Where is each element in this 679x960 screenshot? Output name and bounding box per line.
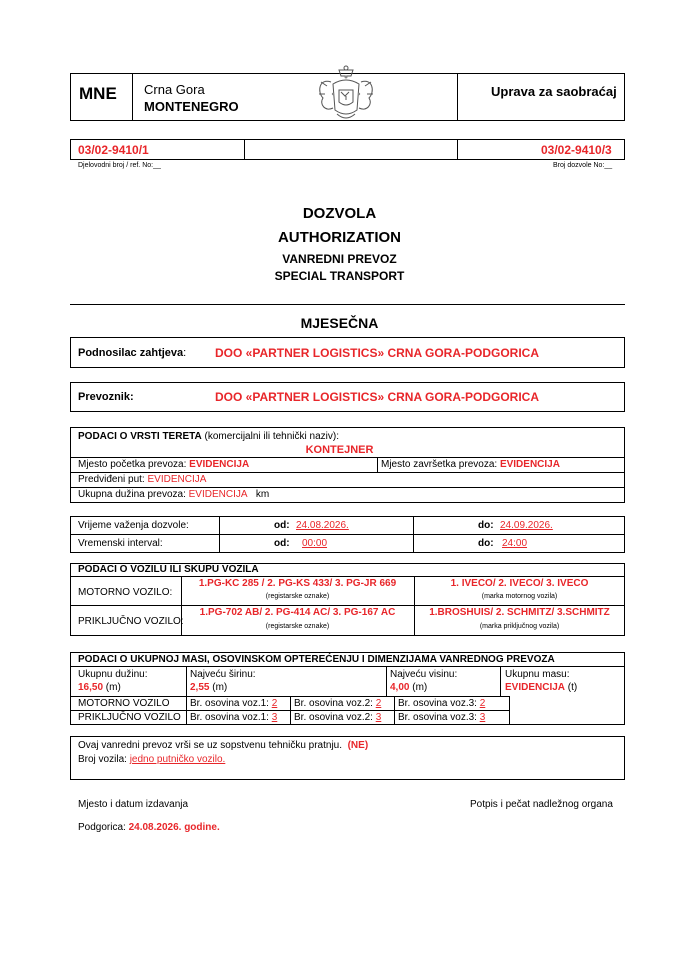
motor-vehicle-plates: 1.PG-KC 285 / 2. PG-KS 433/ 3. PG-JR 669 (198, 578, 397, 589)
validity-label: Vrijeme važenja dozvole: (78, 520, 189, 531)
from-date: 24.08.2026. (296, 520, 349, 531)
title-authorization: AUTHORIZATION (277, 229, 402, 246)
cargo-end: Mjesto završetka prevoza: EVIDENCIJA (381, 459, 560, 470)
axle-motor-3: Br. osovina voz.3: 2 (398, 698, 486, 709)
width-label: Najveću širinu: (190, 669, 256, 680)
title-vanredni-prevoz: VANREDNI PREVOZ (282, 252, 397, 266)
axle-motor-1: Br. osovina voz.1: 2 (190, 698, 278, 709)
ref-number-label: Djelovodni broj / ref. No:__ (78, 162, 161, 169)
from-label-2: od: (274, 538, 290, 549)
from-time: 00:00 (302, 538, 328, 549)
applicant-value: DOO «PARTNER LOGISTICS» CRNA GORA-PODGORICA (215, 346, 540, 360)
applicant-label: Podnosilac zahtjeva: (78, 347, 187, 359)
dimensions-heading: PODACI O UKUPNOJ MASI, OSOVINSKOM OPTEREĆENJU I DIMENZIJAMA VANREDNOG PREVOZA (78, 654, 555, 665)
motor-vehicle-make: 1. IVECO/ 2. IVECO/ 3. IVECO (450, 578, 589, 589)
place-date-label: Mjesto i datum izdavanja (78, 799, 189, 810)
coat-of-arms-icon (313, 64, 379, 130)
length-label: Ukupnu dužinu: (78, 669, 148, 680)
axle-trailer-3: Br. osovina voz.3: 3 (398, 712, 486, 723)
ref-number: 03/02-9410/1 (78, 143, 149, 157)
axle-motor-row-label: MOTORNO VOZILO (78, 698, 170, 709)
length-value: 16,50 (m) (78, 682, 121, 693)
to-time: 24:00 (502, 538, 528, 549)
from-label-1: od: (274, 520, 290, 531)
country-name: Crna Gora (144, 82, 205, 97)
escort-vehicle-count: Broj vozila: jedno putničko vozilo. (78, 754, 226, 765)
height-value: 4,00 (m) (390, 682, 428, 693)
trailer-plates: 1.PG-702 AB/ 2. PG-414 AC/ 3. PG-167 AC (199, 607, 396, 618)
to-label-1: do: (478, 520, 494, 531)
trailer-make-caption: (marka priključnog vozila) (479, 623, 560, 630)
trailer-label: PRIKLJUČNO VOZILO: (78, 616, 184, 627)
cargo-heading: PODACI O VRSTI TERETA (komercijalni ili tehnički naziv): (78, 431, 339, 442)
title-special-transport: SPECIAL TRANSPORT (274, 269, 405, 283)
country-code: MNE (79, 84, 117, 103)
cargo-name: KONTEJNER (305, 444, 374, 456)
motor-plates-caption: (registarske oznake) (265, 593, 330, 600)
authority-name: Uprava za saobraćaj (491, 84, 617, 99)
carrier-value: DOO «PARTNER LOGISTICS» CRNA GORA-PODGORICA (215, 390, 540, 404)
signature-label: Potpis i pečat nadležnog organa (470, 799, 613, 810)
country-name-en: MONTENEGRO (144, 99, 239, 114)
motor-vehicle-label: MOTORNO VOZILO: (78, 587, 173, 598)
permit-number-label: Broj dozvole No:__ (553, 162, 613, 169)
trailer-make: 1.BROSHUIS/ 2. SCHMITZ/ 3.SCHMITZ (429, 607, 610, 618)
carrier-label: Prevoznik: (78, 391, 134, 403)
place-date-value: Podgorica: 24.08.2026. godine. (78, 822, 220, 833)
escort-text: Ovaj vanredni prevoz vrši se uz sopstvenu tehničku pratnju. (NE) (78, 740, 369, 751)
axle-trailer-2: Br. osovina voz.2: 3 (294, 712, 382, 723)
axle-trailer-row-label: PRIKLJUČNO VOZILO (78, 712, 181, 723)
to-label-2: do: (478, 538, 494, 549)
permit-number: 03/02-9410/3 (541, 143, 612, 157)
trailer-plates-caption: (registarske oznake) (265, 623, 330, 630)
title-dozvola: DOZVOLA (302, 205, 377, 222)
axle-motor-2: Br. osovina voz.2: 2 (294, 698, 382, 709)
period-title: MJESEČNA (300, 315, 379, 331)
vehicle-heading: PODACI O VOZILU ILI SKUPU VOZILA (78, 564, 259, 575)
cargo-length: Ukupna dužina prevoza: EVIDENCIJA km (78, 489, 270, 500)
cargo-start: Mjesto početka prevoza: EVIDENCIJA (78, 459, 250, 470)
axle-trailer-1: Br. osovina voz.1: 3 (190, 712, 278, 723)
mass-label: Ukupnu masu: (505, 669, 570, 680)
title-divider (70, 304, 625, 305)
width-value: 2,55 (m) (190, 682, 228, 693)
height-label: Najveću visinu: (390, 669, 458, 680)
cargo-route: Predviđeni put: EVIDENCIJA (78, 474, 207, 485)
mass-value: EVIDENCIJA (t) (505, 682, 578, 693)
interval-label: Vremenski interval: (78, 538, 163, 549)
motor-make-caption: (marka motornog vozila) (481, 593, 558, 600)
to-date: 24.09.2026. (500, 520, 553, 531)
